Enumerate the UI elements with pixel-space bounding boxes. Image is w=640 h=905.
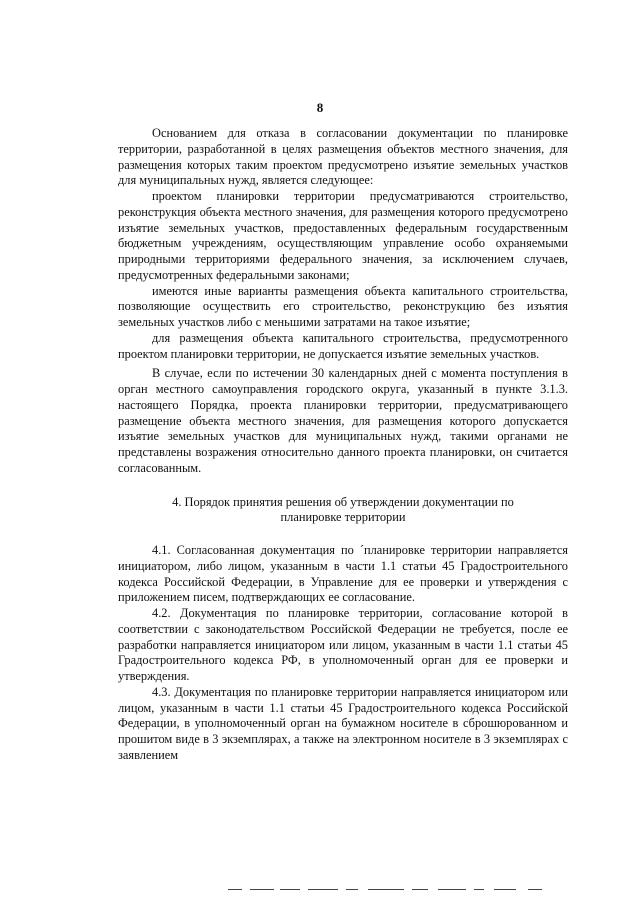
section-heading: 4. Порядок принятия решения об утверждении документации по планировке территории xyxy=(172,494,514,525)
paragraph-4-3: 4.3. Документация по планировке территории направляется инициатором или лицом, указанным в части 1.1 статьи 45 Градостроительного кодекса Российской Федерации, в уполномоченный орган на бумажном носителе в сброшюрованном и прошитом виде в 3 экземплярах, а также на электронном носителе в 3 экземплярах с заявлением xyxy=(118,684,568,762)
document-body xyxy=(118,126,568,764)
paragraph-4-1: 4.1. Согласованная документация по ´планировке территории направляется инициатором, либо лицом, указанным в части 1.1 статьи 45 Градостроительного кодекса Российской Федерации, в Управление для ее проверки и утверждения с приложением писем, подтверждающих ее согласование. xyxy=(118,543,568,605)
paragraph-condition-1: проектом планировки территории предусматриваются строительство, реконструкция объекта местного значения, для размещения которого предусмотрено изъятие земельных участков, предоставленных федеральным государственным бюджетным учреждениям, осуществляющим управление особо охраняемыми природными территориями федерального значения, за исключением случаев, предусмотренных федеральными законами; xyxy=(118,189,568,282)
page-number: 8 xyxy=(316,100,324,115)
paragraph-refusal-grounds: Основанием для отказа в согласовании документации по планировке территории, разработанной в целях размещения объектов местного значения, для размещения которых таким проектом предусмотрено изъятие земельных участков для муниципальных нужд, является следующее: xyxy=(118,126,568,188)
paragraph-4-2: 4.2. Документация по планировке территории, согласование которой в соответствии с законодательством Российской Федерации не требуется, после ее разработки направляется инициатором или лицом, указанным в части 1.1 статьи 45 Градостроительного кодекса РФ, в уполномоченный орган для ее проверки и утверждения. xyxy=(118,606,568,683)
paragraph-condition-2: имеются иные варианты размещения объекта капитального строительства, позволяющие осуществить его строительство, реконструкцию без изъятия земельных участков либо с меньшими затратами на такое изъятие; xyxy=(118,283,568,329)
scan-artifact-marks xyxy=(228,889,558,892)
paragraph-approval-deadline: В случае, если по истечении 30 календарных дней с момента поступления в орган местного самоуправления городского округа, указанный в пункте 3.1.3. настоящего Порядка, проекта планировки территории, предусматривающего размещение объекта местного значения, для размещения которого допускается изъятие земельных участков для муниципальных нужд, такими органами не представлены возражения относительно данного проекта планировки, он считается согласованным. xyxy=(118,366,568,475)
paragraph-condition-3: для размещения объекта капитального строительства, предусмотренного проектом планировки территории, не допускается изъятие земельных участков. xyxy=(118,330,568,361)
